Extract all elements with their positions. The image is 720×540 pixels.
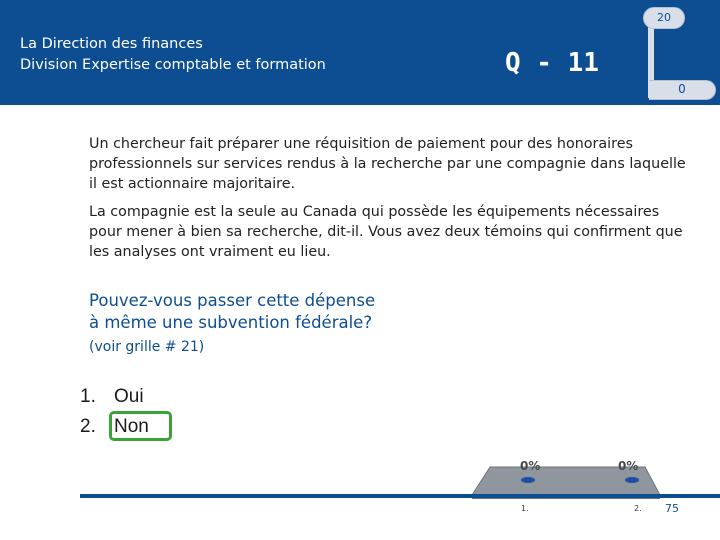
- answer-option-oui[interactable]: [80, 384, 149, 414]
- option-number: 2.: [80, 416, 96, 437]
- question-text: [89, 290, 375, 334]
- answer-options: [80, 384, 149, 444]
- organization-name: [20, 34, 326, 76]
- answer-option-non[interactable]: [80, 414, 149, 444]
- chart-category-label: 2.: [634, 504, 642, 513]
- question-line-1: Pouvez-vous passer cette dépense: [89, 291, 376, 310]
- chart-value-label: 0%: [520, 459, 541, 473]
- question-line-2: à même une subvention fédérale?: [89, 313, 373, 332]
- response-chart: [460, 455, 675, 515]
- chart-value-label: 0%: [618, 459, 639, 473]
- org-line-1: La Direction des finances: [20, 36, 203, 52]
- reference-note: (voir grille # 21): [89, 339, 205, 355]
- scenario-paragraph-1: Un chercheur fait préparer une réquisition de paiement pour des honoraires professionnels sur services rendus à la recherche par une compagnie dans laquelle il est actionnaire majoritaire.: [89, 136, 686, 192]
- correct-answer-highlight: [109, 411, 172, 441]
- chart-bar: [625, 477, 639, 483]
- timer-max-value: 20: [657, 11, 671, 24]
- chart-bar: [521, 477, 535, 483]
- option-label: Oui: [114, 386, 144, 407]
- option-label: Non: [114, 416, 149, 437]
- page-number: 75: [665, 502, 679, 515]
- scenario-paragraph-2: La compagnie est la seule au Canada qui possède les équipements nécessaires pour mener à bien sa recherche, dit-il. Vous avez deux témoins qui confirment que les analyses ont vraiment eu lieu.: [89, 204, 683, 260]
- footer-rule: [80, 494, 720, 498]
- chart-category-label: 1.: [521, 504, 529, 513]
- countdown-timer-current: [649, 80, 716, 100]
- timer-current-value: 0: [678, 82, 686, 96]
- header-banner: [0, 0, 720, 105]
- countdown-timer-max: [643, 7, 685, 29]
- question-number: Q - 11: [505, 48, 599, 78]
- option-number: 1.: [80, 386, 96, 407]
- chart-floor: [460, 455, 675, 515]
- org-line-2: Division Expertise comptable et formation: [20, 57, 326, 73]
